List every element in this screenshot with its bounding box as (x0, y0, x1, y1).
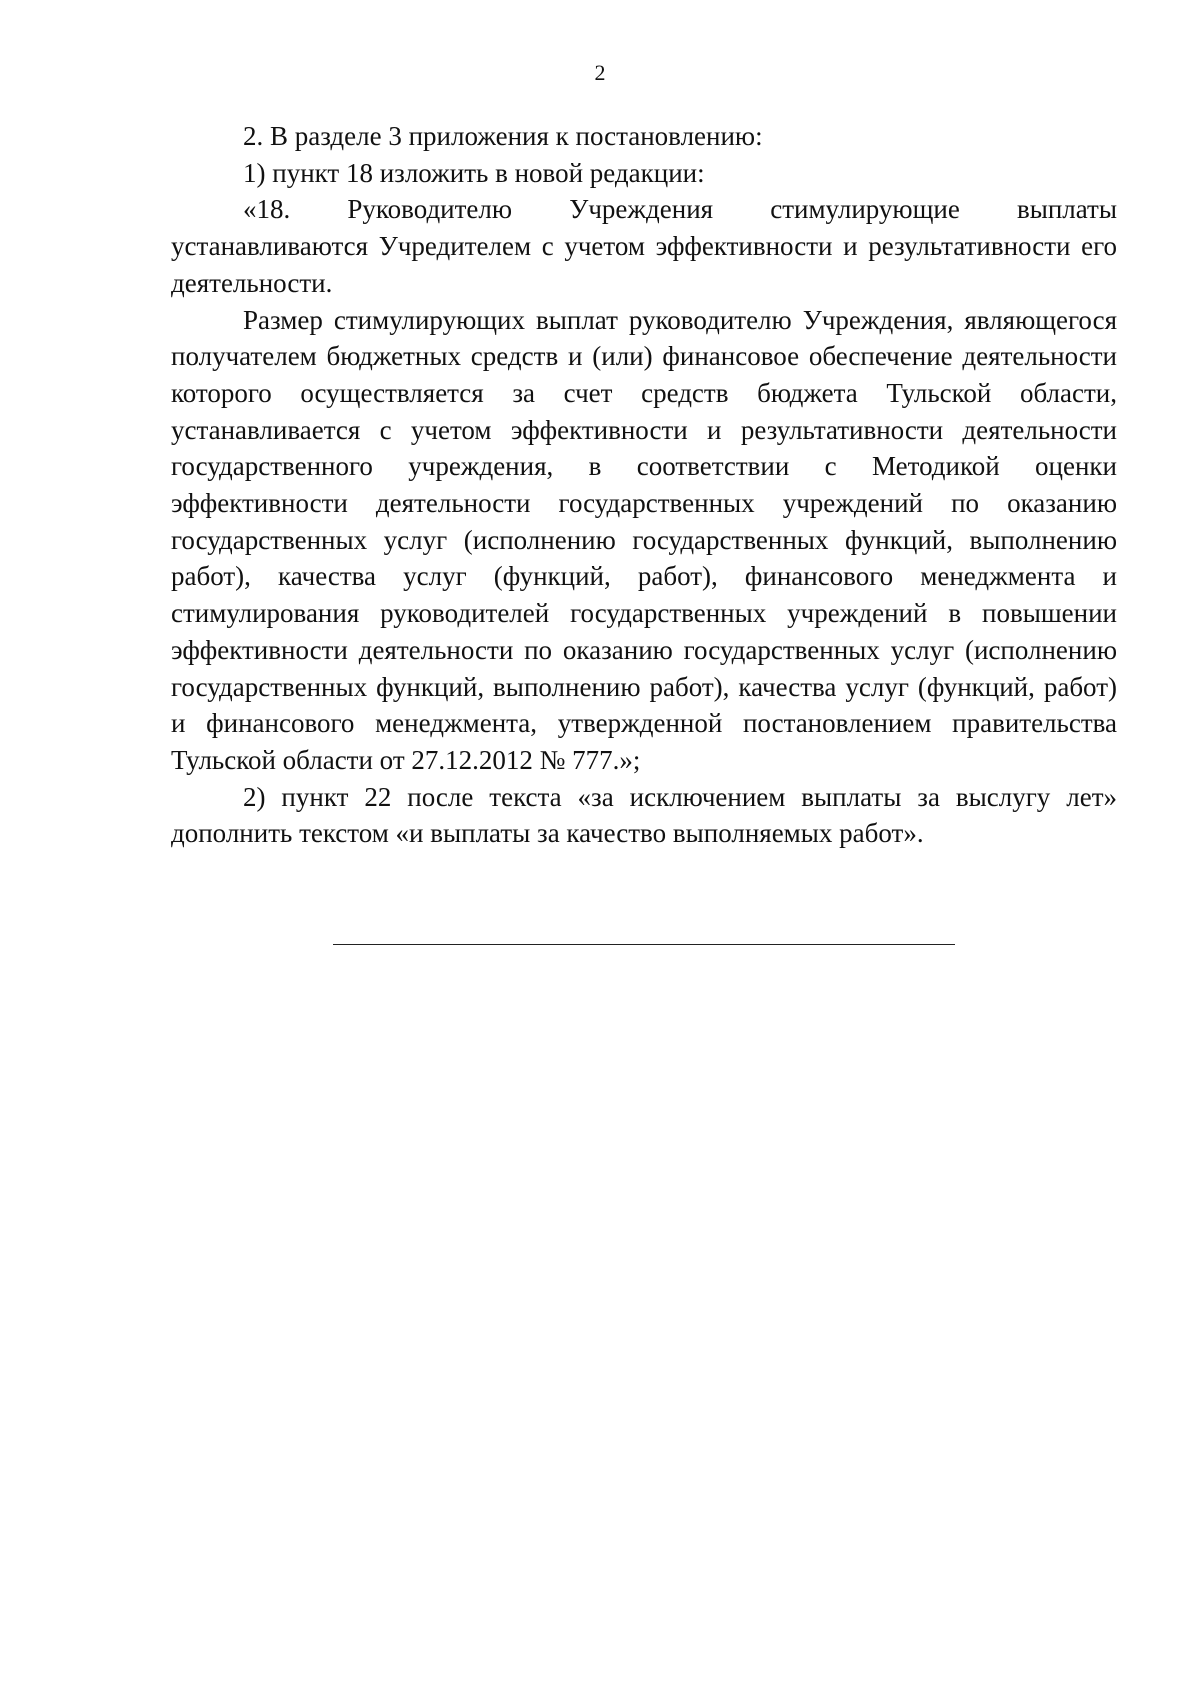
paragraph-section-heading: 2. В разделе 3 приложения к постановлению: (243, 121, 763, 151)
page-number: 2 (594, 60, 606, 85)
paragraph-item-2: 2) пункт 22 после текста «за исключением выплаты за выслугу лет» дополнить текстом «и выплаты за качество выполняемых работ». (171, 781, 1117, 849)
paragraph-point-18: «18. Руководителю Учреждения стимулирующие выплаты устанавливаются Учредителем с учетом эффективности и результативности его деятельности. (171, 194, 1117, 298)
end-separator-line (333, 944, 955, 945)
paragraph-incentive-size: Размер стимулирующих выплат руководителю Учреждения, являющегося получателем бюджетных средств и (или) финансовое обеспечение деятельности которого осуществляется за счет средств бюджета Тульской области, устанавливается с учетом эффективности и результативности деятельности государственного учреждения, в соответствии с Методикой оценки эффективности деятельности государственных учреждений по оказанию государственных услуг (исполнению государственных функций, выполнению работ), качества услуг (функций, работ), финансового менеджмента и стимулирования руководителей государственных учреждений в повышении эффективности деятельности по оказанию государственных услуг (исполнению государственных функций, выполнению работ), качества услуг (функций, работ) и финансового менеджмента, утвержденной постановлением правительства Тульской области от 27.12.2012 № 777.»; (171, 304, 1117, 775)
document-body (171, 118, 1117, 852)
paragraph-item-1: 1) пункт 18 изложить в новой редакции: (243, 157, 705, 188)
